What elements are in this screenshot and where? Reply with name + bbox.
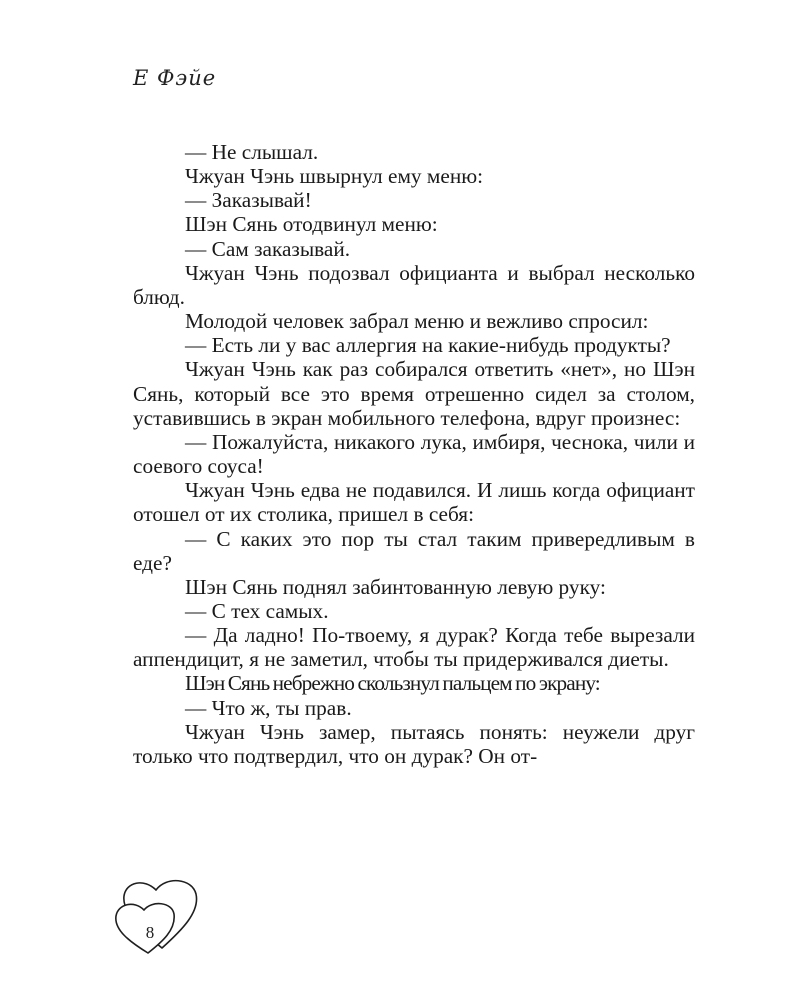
paragraph: — Заказывай! [185, 188, 312, 213]
body-text [133, 140, 695, 768]
running-head-author: Е Фэйе [133, 66, 217, 90]
paragraph: — Не слышал. [185, 140, 319, 164]
paragraph: — Что ж, ты прав. [185, 695, 352, 720]
double-heart-outline-icon [100, 860, 210, 960]
paragraph: Чжуан Чэнь замер, пытаясь понять: неужели друг только что подтвердил, что он дурак? Он от- [133, 719, 695, 768]
paragraph: Шэн Сянь отодвинул меню: [185, 212, 438, 237]
paragraph: Чжуан Чэнь подозвал официанта и выбрал несколько блюд. [133, 260, 695, 309]
paragraph: Чжуан Чэнь швырнул ему меню: [185, 164, 484, 189]
page-folio [100, 860, 210, 960]
paragraph: Чжуан Чэнь едва не подавился. И лишь когда официант отошел от их столика, пришел в себя: [133, 478, 695, 527]
paragraph: Чжуан Чэнь как раз собирался ответить «нет», но Шэн Сянь, который все это время отрешенно сидел за столом, уставившись в экран мобильного телефона, вдруг произнес: [133, 357, 695, 430]
paragraph: — Есть ли у вас аллергия на какие-нибудь продукты? [185, 333, 671, 358]
paragraph: Шэн Сянь небрежно скользнул пальцем по экрану: [185, 671, 600, 696]
paragraph: — С каких это пор ты стал таким привередливым в еде? [133, 526, 695, 575]
page-number: 8 [145, 923, 155, 942]
paragraph: — Сам заказывай. [185, 236, 351, 261]
paragraph: — Да ладно! По-твоему, я дурак? Когда тебе вырезали аппендицит, я не заметил, чтобы ты придерживался диеты. [133, 623, 695, 672]
paragraph: — С тех самых. [185, 598, 329, 623]
paragraph: — Пожалуйста, никакого лука, имбиря, чеснока, чили и соевого соуса! [133, 429, 695, 479]
paragraph: Молодой человек забрал меню и вежливо спросил: [185, 309, 649, 334]
paragraph: Шэн Сянь поднял забинтованную левую руку: [185, 574, 606, 599]
